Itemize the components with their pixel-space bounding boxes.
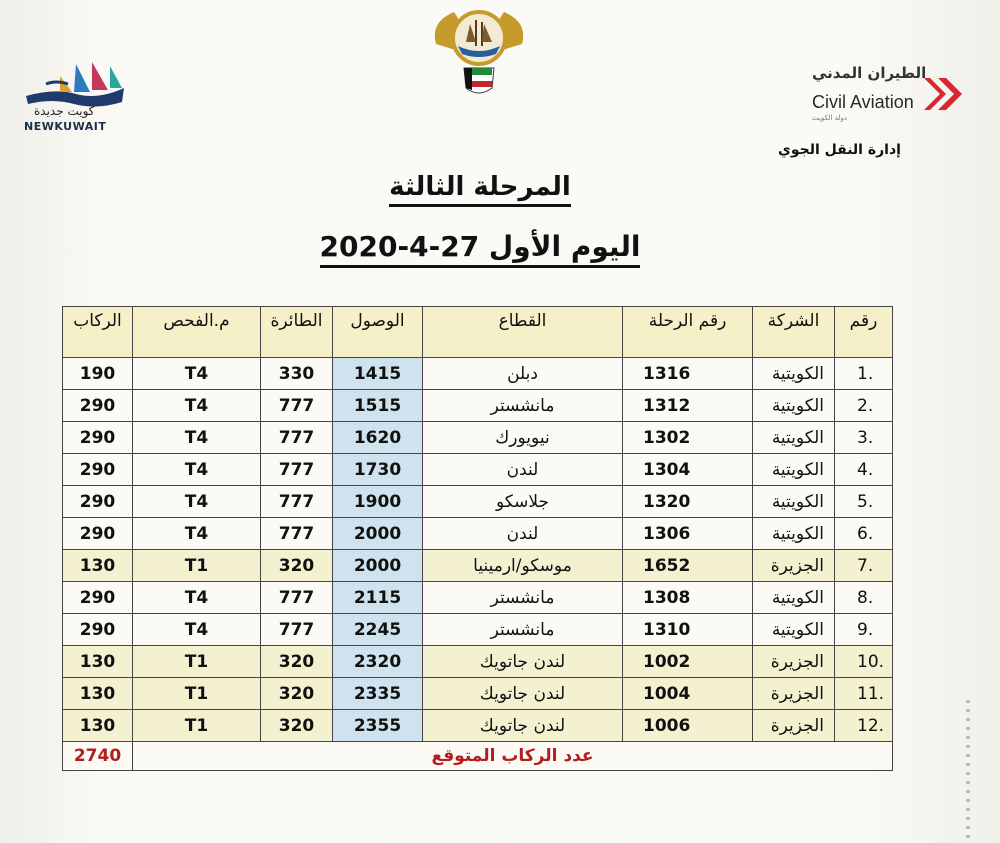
sector-cell: لندن جاتويك: [423, 710, 623, 742]
index-cell: 11.: [835, 678, 893, 710]
sector-cell: جلاسكو: [423, 486, 623, 518]
header-flight-number: رقم الرحلة: [623, 307, 753, 358]
header-passengers: الركاب: [63, 307, 133, 358]
aircraft-cell: 320: [261, 710, 333, 742]
header-company: الشركة: [753, 307, 835, 358]
company-cell: الكويتية: [753, 454, 835, 486]
passengers-cell: 130: [63, 646, 133, 678]
newkuwait-english-text: NEWKUWAIT: [24, 120, 107, 133]
table-header-row: [63, 307, 893, 358]
company-cell: الكويتية: [753, 486, 835, 518]
aircraft-cell: 777: [261, 582, 333, 614]
sector-cell: لندن: [423, 518, 623, 550]
company-cell: الجزيرة: [753, 678, 835, 710]
terminal-cell: T4: [133, 486, 261, 518]
aircraft-cell: 320: [261, 678, 333, 710]
scan-edge-marks: [966, 700, 970, 840]
index-cell: 12.: [835, 710, 893, 742]
index-cell: 4.: [835, 454, 893, 486]
terminal-cell: T4: [133, 422, 261, 454]
index-cell: 9.: [835, 614, 893, 646]
company-cell: الجزيرة: [753, 550, 835, 582]
passengers-cell: 130: [63, 710, 133, 742]
aircraft-cell: 320: [261, 646, 333, 678]
terminal-cell: T1: [133, 678, 261, 710]
sector-cell: لندن جاتويك: [423, 678, 623, 710]
index-cell: 10.: [835, 646, 893, 678]
table-row: [63, 550, 893, 582]
aircraft-cell: 777: [261, 454, 333, 486]
header-sector: القطاع: [423, 307, 623, 358]
terminal-cell: T1: [133, 710, 261, 742]
arrival-cell: 2355: [333, 710, 423, 742]
arrival-cell: 1900: [333, 486, 423, 518]
arrival-cell: 2000: [333, 550, 423, 582]
company-cell: الكويتية: [753, 582, 835, 614]
phase-title: المرحلة الثالثة: [0, 172, 960, 202]
aircraft-cell: 777: [261, 518, 333, 550]
sector-cell: مانشستر: [423, 582, 623, 614]
index-cell: 7.: [835, 550, 893, 582]
flight-number-cell: 1312: [623, 390, 753, 422]
header-index: رقم: [835, 307, 893, 358]
day-title: اليوم الأول 27-4-2020: [0, 230, 960, 263]
flight-number-cell: 1316: [623, 358, 753, 390]
flights-table: [62, 306, 893, 771]
aircraft-cell: 320: [261, 550, 333, 582]
flight-number-cell: 1004: [623, 678, 753, 710]
flight-number-cell: 1006: [623, 710, 753, 742]
sector-cell: لندن جاتويك: [423, 646, 623, 678]
company-cell: الجزيرة: [753, 646, 835, 678]
terminal-cell: T1: [133, 550, 261, 582]
terminal-cell: T4: [133, 614, 261, 646]
table-row: [63, 646, 893, 678]
terminal-cell: T1: [133, 646, 261, 678]
sector-cell: مانشستر: [423, 614, 623, 646]
aircraft-cell: 330: [261, 358, 333, 390]
department-name: إدارة النقل الجوي: [778, 142, 901, 158]
passengers-cell: 290: [63, 582, 133, 614]
header-terminal: م.الفحص: [133, 307, 261, 358]
civil-aviation-arabic-text: الطيران المدني: [812, 64, 927, 82]
sector-cell: لندن: [423, 454, 623, 486]
aircraft-cell: 777: [261, 486, 333, 518]
table-row: [63, 358, 893, 390]
header-arrival: الوصول: [333, 307, 423, 358]
passengers-cell: 290: [63, 518, 133, 550]
terminal-cell: T4: [133, 390, 261, 422]
flight-number-cell: 1652: [623, 550, 753, 582]
flight-number-cell: 1320: [623, 486, 753, 518]
header-aircraft: الطائرة: [261, 307, 333, 358]
total-row: [63, 742, 893, 771]
sector-cell: موسكو/ارمينيا: [423, 550, 623, 582]
civil-aviation-chevron-icon: [920, 72, 964, 116]
total-passengers-label: عدد الركاب المتوقع: [133, 742, 893, 771]
table-row: [63, 390, 893, 422]
flight-number-cell: 1304: [623, 454, 753, 486]
table-row: [63, 582, 893, 614]
sector-cell: دبلن: [423, 358, 623, 390]
index-cell: 3.: [835, 422, 893, 454]
table-row: [63, 678, 893, 710]
table-row: [63, 518, 893, 550]
passengers-cell: 290: [63, 422, 133, 454]
arrival-cell: 2335: [333, 678, 423, 710]
arrival-cell: 2115: [333, 582, 423, 614]
flight-number-cell: 1002: [623, 646, 753, 678]
flight-number-cell: 1306: [623, 518, 753, 550]
sector-cell: نيويورك: [423, 422, 623, 454]
arrival-cell: 1415: [333, 358, 423, 390]
company-cell: الكويتية: [753, 614, 835, 646]
aircraft-cell: 777: [261, 390, 333, 422]
arrival-cell: 2000: [333, 518, 423, 550]
arrival-cell: 2320: [333, 646, 423, 678]
index-cell: 5.: [835, 486, 893, 518]
passengers-cell: 290: [63, 486, 133, 518]
passengers-cell: 130: [63, 550, 133, 582]
index-cell: 1.: [835, 358, 893, 390]
terminal-cell: T4: [133, 454, 261, 486]
index-cell: 2.: [835, 390, 893, 422]
passengers-cell: 190: [63, 358, 133, 390]
civil-aviation-english-text: Civil Aviation: [812, 92, 914, 112]
flight-number-cell: 1308: [623, 582, 753, 614]
newkuwait-arabic-text: كويت جديدة: [34, 104, 95, 118]
arrival-cell: 1620: [333, 422, 423, 454]
kuwait-emblem-icon: [426, 2, 532, 102]
table-row: [63, 486, 893, 518]
civil-aviation-sub-text: دولة الكويت: [812, 114, 847, 122]
total-passengers-value: 2740: [63, 742, 133, 771]
index-cell: 6.: [835, 518, 893, 550]
index-cell: 8.: [835, 582, 893, 614]
terminal-cell: T4: [133, 582, 261, 614]
terminal-cell: T4: [133, 358, 261, 390]
arrival-cell: 2245: [333, 614, 423, 646]
aircraft-cell: 777: [261, 614, 333, 646]
company-cell: الجزيرة: [753, 710, 835, 742]
terminal-cell: T4: [133, 518, 261, 550]
arrival-cell: 1515: [333, 390, 423, 422]
table-row: [63, 454, 893, 486]
flight-number-cell: 1302: [623, 422, 753, 454]
company-cell: الكويتية: [753, 358, 835, 390]
passengers-cell: 130: [63, 678, 133, 710]
table-row: [63, 614, 893, 646]
aircraft-cell: 777: [261, 422, 333, 454]
company-cell: الكويتية: [753, 518, 835, 550]
sector-cell: مانشستر: [423, 390, 623, 422]
table-row: [63, 422, 893, 454]
passengers-cell: 290: [63, 614, 133, 646]
passengers-cell: 290: [63, 390, 133, 422]
company-cell: الكويتية: [753, 422, 835, 454]
passengers-cell: 290: [63, 454, 133, 486]
company-cell: الكويتية: [753, 390, 835, 422]
arrival-cell: 1730: [333, 454, 423, 486]
flight-number-cell: 1310: [623, 614, 753, 646]
table-row: [63, 710, 893, 742]
